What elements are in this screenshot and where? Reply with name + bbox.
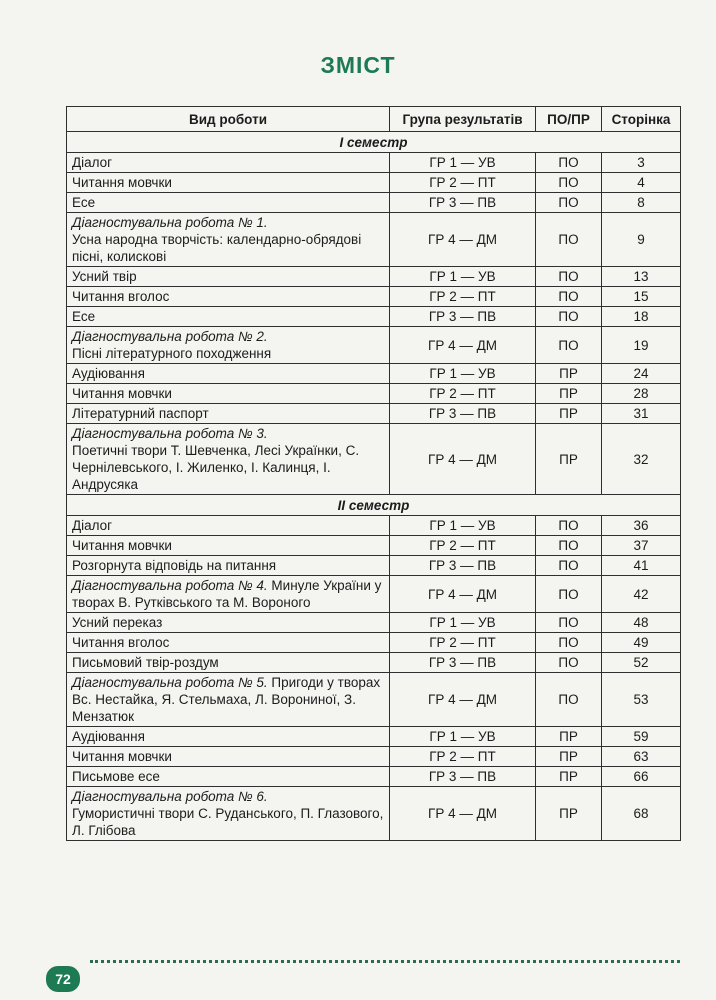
work-cell: Усний переказ [67, 613, 390, 633]
work-cell: Діалог [67, 516, 390, 536]
group-cell: ГР 4 — ДМ [390, 327, 536, 364]
table-row [67, 424, 681, 495]
type-cell: ПО [536, 576, 602, 613]
table-row [67, 267, 681, 287]
work-cell [67, 213, 390, 267]
page-number: 72 [46, 966, 80, 992]
group-cell: ГР 4 — ДМ [390, 424, 536, 495]
table-row [67, 633, 681, 653]
work-cell: Читання мовчки [67, 173, 390, 193]
table-row [67, 556, 681, 576]
page-cell: 28 [602, 384, 681, 404]
page-cell: 41 [602, 556, 681, 576]
type-cell: ПО [536, 213, 602, 267]
work-cell: Літературний паспорт [67, 404, 390, 424]
type-cell: ПР [536, 727, 602, 747]
type-cell: ПО [536, 516, 602, 536]
table-body [67, 132, 681, 841]
type-cell: ПР [536, 424, 602, 495]
table-row [67, 193, 681, 213]
table-row [67, 536, 681, 556]
type-cell: ПО [536, 556, 602, 576]
type-cell: ПР [536, 404, 602, 424]
group-cell: ГР 2 — ПТ [390, 633, 536, 653]
semester-header-row [67, 495, 681, 516]
page-cell: 15 [602, 287, 681, 307]
column-header-page: Сторінка [602, 107, 681, 132]
diagnostic-title: Діагностувальна робота № 3. [72, 426, 268, 441]
work-cell: Письмове есе [67, 767, 390, 787]
table-row [67, 384, 681, 404]
diagnostic-title: Діагностувальна робота № 1. [72, 215, 268, 230]
diagnostic-topic: Усна народна творчість: календарно-обрядові пісні, колискові [72, 232, 362, 264]
type-cell: ПО [536, 327, 602, 364]
diagnostic-topic: Минуле України у творах В. Рутківського та М. Вороного [72, 578, 382, 610]
page-cell: 59 [602, 727, 681, 747]
page-cell: 66 [602, 767, 681, 787]
contents-table [66, 106, 681, 841]
group-cell: ГР 3 — ПВ [390, 653, 536, 673]
type-cell: ПО [536, 536, 602, 556]
table-row [67, 213, 681, 267]
group-cell: ГР 1 — УВ [390, 153, 536, 173]
page-cell: 4 [602, 173, 681, 193]
page-cell: 42 [602, 576, 681, 613]
group-cell: ГР 1 — УВ [390, 613, 536, 633]
work-cell: Письмовий твір-роздум [67, 653, 390, 673]
diagnostic-title: Діагностувальна робота № 4. [72, 578, 268, 593]
table-row [67, 516, 681, 536]
footer-divider [90, 960, 680, 963]
diagnostic-title: Діагностувальна робота № 6. [72, 789, 268, 804]
group-cell: ГР 3 — ПВ [390, 404, 536, 424]
page-cell: 48 [602, 613, 681, 633]
work-cell: Діалог [67, 153, 390, 173]
work-cell [67, 787, 390, 841]
type-cell: ПО [536, 633, 602, 653]
group-cell: ГР 4 — ДМ [390, 673, 536, 727]
group-cell: ГР 4 — ДМ [390, 576, 536, 613]
page-cell: 49 [602, 633, 681, 653]
table-header-row [67, 107, 681, 132]
group-cell: ГР 4 — ДМ [390, 213, 536, 267]
diagnostic-title: Діагностувальна робота № 2. [72, 329, 268, 344]
semester-header-row [67, 132, 681, 153]
type-cell: ПО [536, 153, 602, 173]
group-cell: ГР 3 — ПВ [390, 307, 536, 327]
page-cell: 8 [602, 193, 681, 213]
work-cell: Читання мовчки [67, 384, 390, 404]
type-cell: ПО [536, 307, 602, 327]
type-cell: ПР [536, 787, 602, 841]
work-cell [67, 327, 390, 364]
page-cell: 3 [602, 153, 681, 173]
group-cell: ГР 3 — ПВ [390, 767, 536, 787]
work-cell: Читання мовчки [67, 536, 390, 556]
table-row [67, 287, 681, 307]
table-row [67, 673, 681, 727]
page-cell: 24 [602, 364, 681, 384]
group-cell: ГР 1 — УВ [390, 727, 536, 747]
page-cell: 31 [602, 404, 681, 424]
column-header-group: Група результатів [390, 107, 536, 132]
type-cell: ПР [536, 364, 602, 384]
type-cell: ПО [536, 653, 602, 673]
work-cell: Усний твір [67, 267, 390, 287]
table-row [67, 327, 681, 364]
diagnostic-topic: Пісні літературного походження [72, 346, 272, 361]
diagnostic-title: Діагностувальна робота № 5. [72, 675, 268, 690]
group-cell: ГР 2 — ПТ [390, 287, 536, 307]
semester-label: I семестр [67, 132, 681, 153]
group-cell: ГР 3 — ПВ [390, 193, 536, 213]
type-cell: ПО [536, 267, 602, 287]
type-cell: ПО [536, 173, 602, 193]
work-cell [67, 424, 390, 495]
table-row [67, 153, 681, 173]
group-cell: ГР 1 — УВ [390, 364, 536, 384]
work-cell: Аудіювання [67, 364, 390, 384]
page-title: ЗМІСТ [320, 52, 396, 78]
table-row [67, 364, 681, 384]
table-row [67, 747, 681, 767]
semester-label: II семестр [67, 495, 681, 516]
type-cell: ПО [536, 287, 602, 307]
page-cell: 37 [602, 536, 681, 556]
type-cell: ПО [536, 193, 602, 213]
work-cell [67, 576, 390, 613]
page-cell: 52 [602, 653, 681, 673]
group-cell: ГР 4 — ДМ [390, 787, 536, 841]
group-cell: ГР 1 — УВ [390, 267, 536, 287]
group-cell: ГР 1 — УВ [390, 516, 536, 536]
table-row [67, 404, 681, 424]
page-cell: 53 [602, 673, 681, 727]
group-cell: ГР 2 — ПТ [390, 536, 536, 556]
work-cell: Читання вголос [67, 633, 390, 653]
table-row [67, 576, 681, 613]
page-cell: 63 [602, 747, 681, 767]
diagnostic-topic: Поетичні твори Т. Шевченка, Лесі Українки, С. Чернілевського, І. Жиленко, І. Калинця, І. Андрусяка [72, 443, 360, 492]
group-cell: ГР 3 — ПВ [390, 556, 536, 576]
type-cell: ПО [536, 613, 602, 633]
work-cell: Есе [67, 193, 390, 213]
type-cell: ПР [536, 767, 602, 787]
column-header-work: Вид роботи [67, 107, 390, 132]
group-cell: ГР 2 — ПТ [390, 747, 536, 767]
table-row [67, 787, 681, 841]
page-cell: 13 [602, 267, 681, 287]
table-row [67, 727, 681, 747]
table-row [67, 307, 681, 327]
page-cell: 36 [602, 516, 681, 536]
page-cell: 32 [602, 424, 681, 495]
type-cell: ПР [536, 747, 602, 767]
diagnostic-topic: Гумористичні твори С. Руданського, П. Глазового, Л. Глібова [72, 806, 384, 838]
work-cell: Аудіювання [67, 727, 390, 747]
page-cell: 9 [602, 213, 681, 267]
page-cell: 18 [602, 307, 681, 327]
table-row [67, 767, 681, 787]
type-cell: ПР [536, 384, 602, 404]
table-row [67, 613, 681, 633]
group-cell: ГР 2 — ПТ [390, 173, 536, 193]
page-cell: 68 [602, 787, 681, 841]
diagnostic-topic: Пригоди у творах Вс. Нестайка, Я. Стельмаха, Л. Ворониної, З. Мензатюк [72, 675, 381, 724]
group-cell: ГР 2 — ПТ [390, 384, 536, 404]
table-row [67, 173, 681, 193]
table-row [67, 653, 681, 673]
work-cell: Розгорнута відповідь на питання [67, 556, 390, 576]
work-cell: Читання вголос [67, 287, 390, 307]
work-cell: Читання мовчки [67, 747, 390, 767]
page-cell: 19 [602, 327, 681, 364]
work-cell [67, 673, 390, 727]
column-header-type: ПО/ПР [536, 107, 602, 132]
work-cell: Есе [67, 307, 390, 327]
type-cell: ПО [536, 673, 602, 727]
